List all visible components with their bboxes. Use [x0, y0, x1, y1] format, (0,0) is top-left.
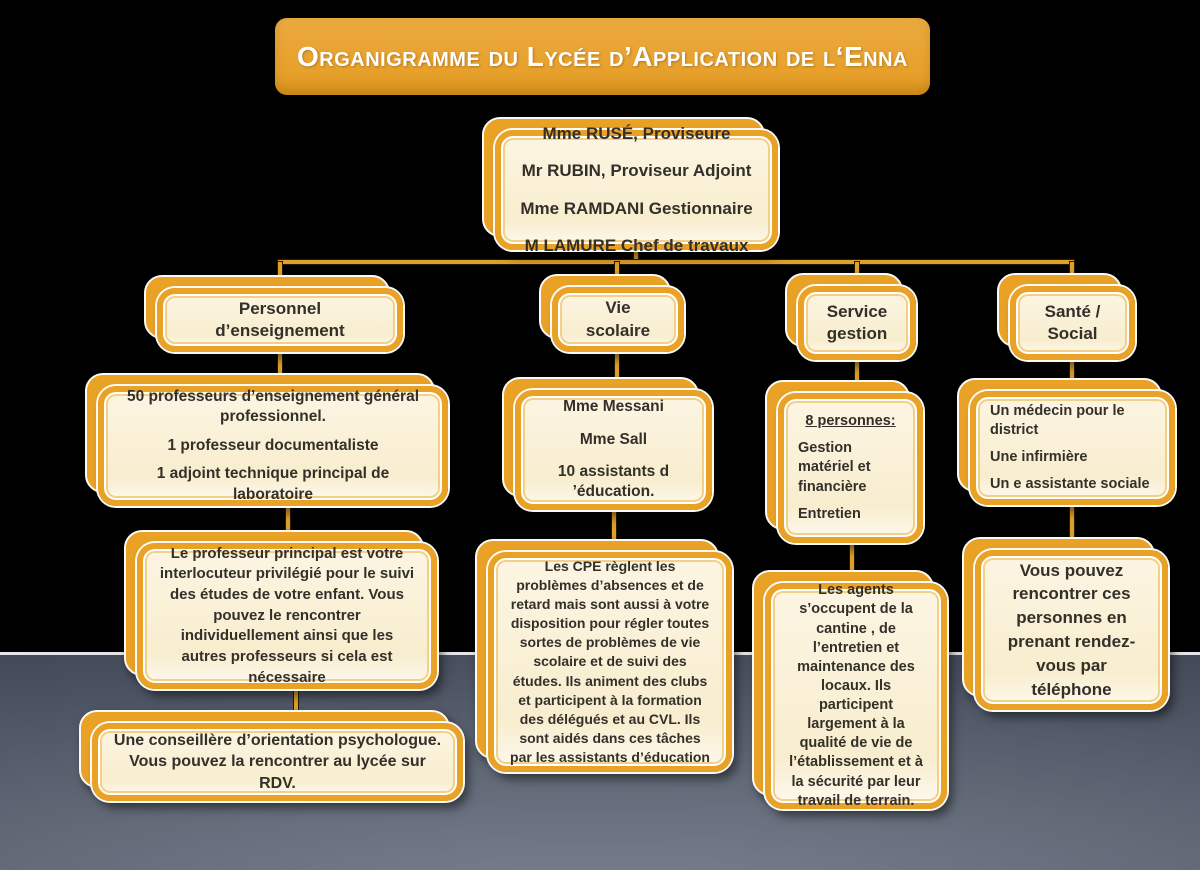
paragraph: 50 professeurs d’enseignement général professionnel.: [126, 387, 420, 426]
paragraph: Un médecin pour le district: [990, 402, 1125, 438]
box-heading: 8 personnes:: [805, 413, 896, 430]
connector-line: [278, 260, 1074, 264]
paragraph: Un e assistante sociale: [990, 476, 1150, 493]
slide-title: Organigramme du Lycée d’Application de l‘Enna: [296, 40, 909, 72]
header-service-gestion: [798, 286, 916, 360]
paragraph: Les agents s’occupent de la cantine , de l’entretien et maintenance des locaux. Ils participent largement à la qualité de vie de l’établissement et à la sécurité par leur travail de terrain.: [789, 582, 923, 809]
box-professeur-principal-info: [137, 543, 437, 689]
list-item: Gestion matériel et financière: [798, 440, 871, 495]
root-line: Mme RAMDANI Gestionnaire: [520, 198, 753, 218]
root-box-direction: [495, 123, 778, 255]
box-conseillere-orientation: [92, 723, 463, 801]
paragraph: Les CPE règlent les problèmes d’absences et de retard mais sont aussi à votre disposition pour régler toutes sortes de problèmes de vie scolaire et de suivi des études. Ils animent des clubs et participent à la formation des délégués et au CVL. Ils sont aidés dans ces tâches par les assistants d’éducation: [510, 558, 710, 765]
box-agents-info: [765, 583, 947, 809]
paragraph: 10 assistants d ’éducation.: [557, 463, 670, 501]
paragraph: Vous pouvez rencontrer ces personnes en prenant rendez-vous par téléphone: [1007, 560, 1136, 699]
paragraph: Le professeur principal est votre interlocuteur privilégié pour le suivi des études de votre enfant. Vous pouvez le rencontrer individuellement ainsi que les autres professeurs si cela est nécessaire: [159, 544, 415, 686]
paragraph: Une conseillère d’orientation psychologue. Vous pouvez la rencontrer au lycée sur RDV.: [113, 732, 442, 792]
header-label: Vie scolaire: [585, 298, 651, 340]
header-label: gestion: [826, 324, 888, 343]
slide-title-banner: [275, 18, 930, 95]
header-sante-social: [1010, 286, 1135, 360]
root-line: M LAMURE Chef de travaux: [524, 235, 749, 255]
root-line: Mr RUBIN, Proviseur Adjoint: [521, 161, 752, 181]
box-vie-scolaire-staff: [515, 390, 712, 510]
paragraph: Mme Sall: [579, 430, 648, 448]
header-label: Personnel d’enseignement: [215, 298, 345, 340]
list-item: Entretien: [798, 505, 861, 522]
paragraph: Une infirmière: [990, 449, 1088, 465]
box-rendez-vous-info: [975, 550, 1168, 710]
box-sante-staff: [970, 391, 1175, 505]
header-vie-scolaire: [552, 287, 684, 352]
box-personnel-staff: [98, 386, 448, 506]
header-label: Social: [1047, 324, 1098, 343]
header-personnel-enseignement: [157, 288, 403, 352]
root-line: Mme RUSÉ, Proviseure: [542, 123, 731, 143]
paragraph: 1 professeur documentaliste: [167, 436, 379, 454]
box-cpe-info: [488, 552, 732, 772]
paragraph: Mme Messani: [563, 398, 664, 416]
box-service-gestion-staff: [778, 393, 923, 543]
paragraph: 1 adjoint technique principal de laboratoire: [156, 465, 390, 503]
header-label: Santé /: [1044, 301, 1101, 321]
header-label: Service: [826, 301, 888, 321]
